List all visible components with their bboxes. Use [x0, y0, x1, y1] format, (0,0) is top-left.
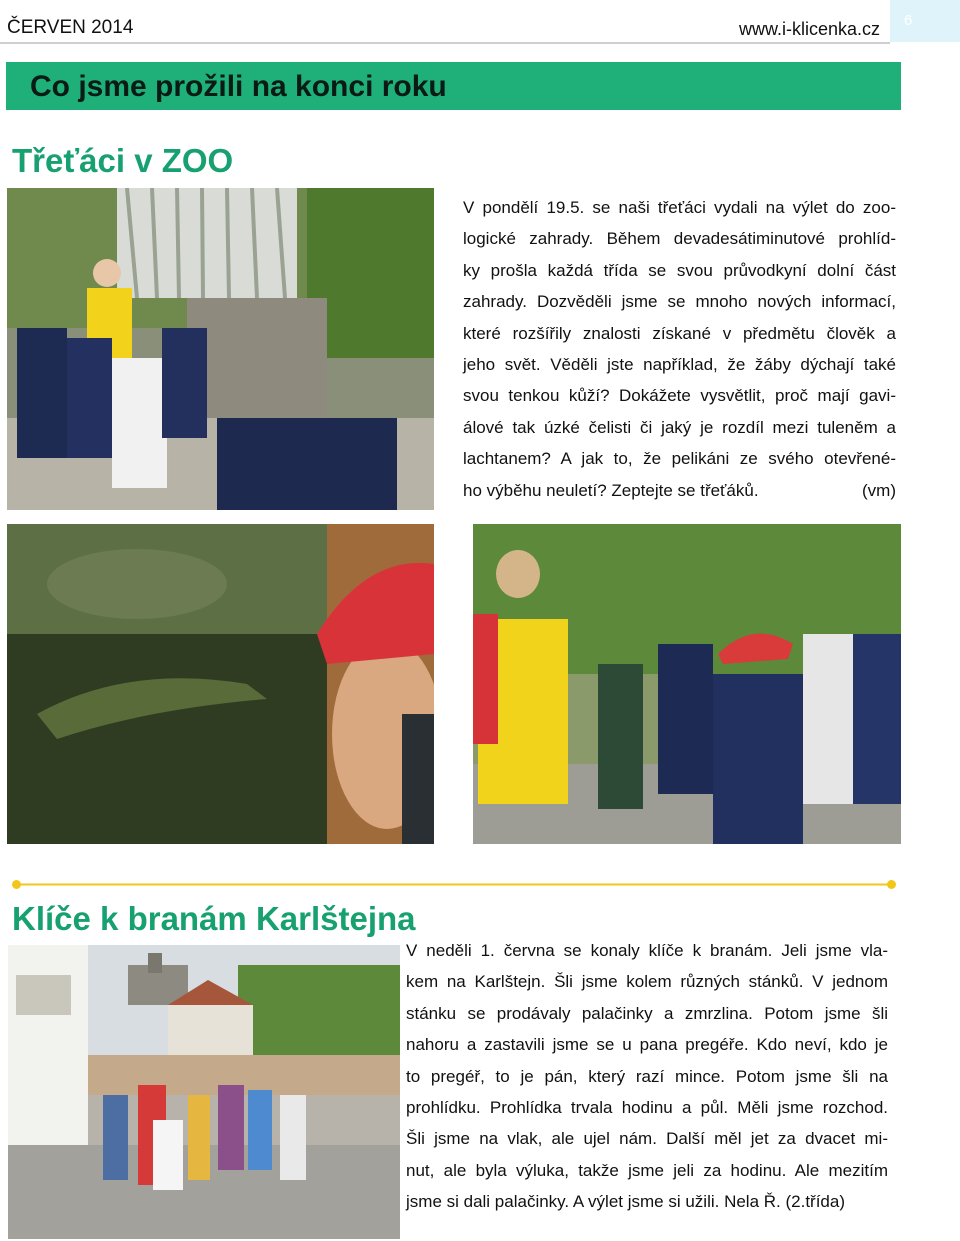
- text-line: nut, ale byla výluka, takže jsme jeli za hodinu. Ale mezitím: [406, 1160, 888, 1180]
- article-zoo-title: Třeťáci v ZOO: [12, 142, 234, 179]
- section-banner: [6, 62, 901, 110]
- article-karlstejn-title: Klíče k branám Karlštejna: [12, 900, 416, 937]
- header-website[interactable]: www.i-klicenka.cz: [738, 19, 880, 39]
- banner-title: Co jsme prožili na konci roku: [30, 70, 447, 103]
- text-line: stánku se prodávaly palačinky a zmrzlina. Potom jsme šli: [406, 1003, 888, 1023]
- section-divider: [12, 880, 896, 889]
- page-number: 6: [904, 12, 913, 29]
- text-line: to pregéř, to je pán, který razí mince. Potom jsme šli na: [406, 1066, 888, 1086]
- text-line: kem na Karlštejn. Šli jsme kolem různých stánků. V jednom: [406, 972, 888, 992]
- text-line: jeho svět. Věděli jste například, že žáby dýchají také: [463, 354, 896, 374]
- text-line: jsme si dali palačinky. A výlet jsme si užili. Nela Ř. (2.třída): [406, 1192, 845, 1212]
- text-line-last: [463, 475, 896, 506]
- text-line: logické zahrady. Během devadesátiminutové prohlíd-: [463, 229, 896, 249]
- text-line: prohlídku. Prohlídka trvala hodinu a půl. Měli jsme rozchod.: [406, 1097, 888, 1117]
- text-line: álové tak úzké čelisti či jaký je rozdíl mezi tuleněm a: [463, 417, 896, 437]
- article-zoo-text: [463, 192, 896, 506]
- text-line: ky prošla každá třída se svou průvodkyní dolní část: [463, 260, 896, 280]
- text-line: ho výběhu neuletí? Zeptejte se třeťáků.: [463, 480, 759, 500]
- header-month: ČERVEN 2014: [7, 17, 134, 38]
- text-line: Šli jsme na vlak, ale ujel nám. Další měl jet za dvacet mi-: [406, 1129, 888, 1149]
- text-line: zahrady. Dozvěděli jsme se mnoho nových informací,: [463, 292, 896, 312]
- text-line: nahoru a zastavili jsme se u pana pregéře. Kdo neví, kdo je: [406, 1035, 888, 1055]
- text-line: svou tenkou kůží? Dokážete vysvětlit, proč mají gavi-: [463, 386, 896, 406]
- text-line: lachtanem? A jak to, že pelikáni ze svého otevřené-: [463, 449, 896, 469]
- photo-zoo-kids-with-guide: [473, 524, 901, 844]
- article-karlstejn-text: [406, 935, 888, 1218]
- page-number-tab: [890, 0, 960, 42]
- photo-zoo-children-group: [7, 188, 434, 510]
- photo-aquarium-crocodile: [7, 524, 434, 844]
- header-rule: [0, 42, 890, 44]
- author-signature: (vm): [862, 480, 896, 500]
- text-line: V pondělí 19.5. se naši třeťáci vydali na výlet do zoo-: [463, 198, 896, 217]
- text-line: které rozšířily znalosti získané v předmětu člověk a: [463, 323, 896, 343]
- text-line: V neděli 1. června se konaly klíče k branám. Jeli jsme vla-: [406, 941, 888, 960]
- photo-karlstejn-group: [8, 945, 400, 1239]
